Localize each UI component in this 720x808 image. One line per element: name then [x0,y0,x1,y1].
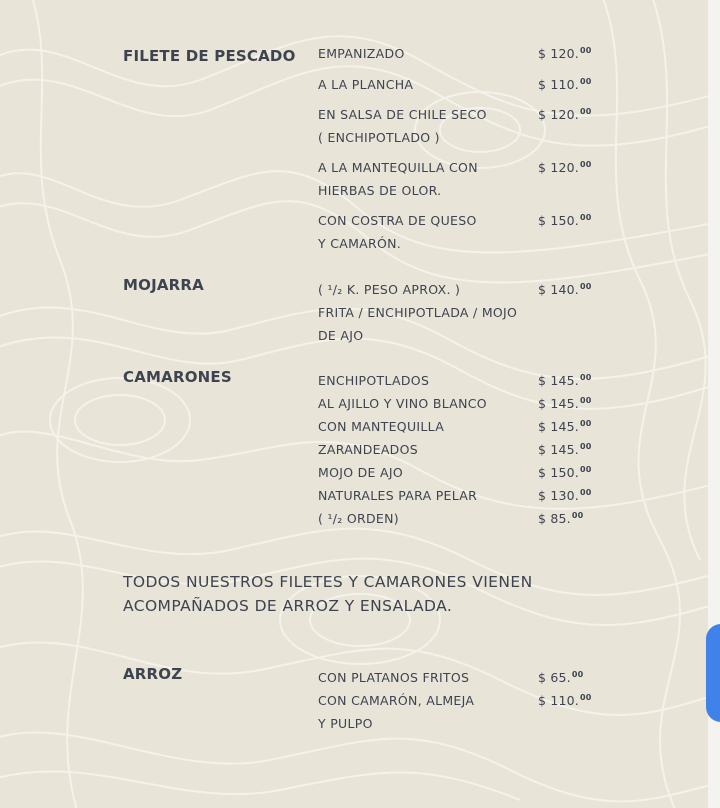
menu-item-ajillo: AL AJILLO Y VINO BLANCO [318,396,487,411]
menu-item-naturales: NATURALES PARA PELAR [318,488,478,503]
price-mojo-ajo: $ 150.00 [538,465,592,480]
menu-item-plancha: A LA PLANCHA [318,77,414,92]
section-title-camarones: CAMARONES [123,368,232,386]
menu-item-media-orden: ( ¹/₂ ORDEN) [318,511,399,526]
price-ajillo: $ 145.00 [538,396,592,411]
price-platanos: $ 65.00 [538,670,584,685]
price-camaron-almeja: $ 110.00 [538,693,592,708]
accompaniment-note: TODOS NUESTROS FILETES Y CAMARONES VIENEN ACOMPAÑADOS DE ARROZ Y ENSALADA. [123,573,533,615]
price-con-mantequilla: $ 145.00 [538,419,592,434]
price-mojarra: $ 140.00 [538,282,592,297]
menu-item-platanos: CON PLATANOS FRITOS [318,670,470,685]
menu-item-mojo-ajo: MOJO DE AJO [318,465,403,480]
price-media-orden: $ 85.00 [538,511,584,526]
section-title-arroz: ARROZ [123,665,183,683]
menu-item-con-mantequilla: CON MANTEQUILLA [318,419,445,434]
menu-item-enchipotlados: ENCHIPOTLADOS [318,373,430,388]
menu-item-chile-seco: EN SALSA DE CHILE SECO ( ENCHIPOTLADO ) [318,107,487,145]
price-zarandeados: $ 145.00 [538,442,592,457]
price-empanizado: $ 120.00 [538,46,592,61]
price-costra-queso: $ 150.00 [538,213,592,228]
menu-item-mantequilla: A LA MANTEQUILLA CON HIERBAS DE OLOR. [318,160,478,198]
scroll-handle[interactable] [706,624,720,722]
price-enchipotlados: $ 145.00 [538,373,592,388]
section-title-mojarra: MOJARRA [123,276,204,294]
price-chile-seco: $ 120.00 [538,107,592,122]
menu-item-camaron-almeja: CON CAMARÓN, ALMEJA Y PULPO [318,693,475,731]
price-plancha: $ 110.00 [538,77,592,92]
menu-item-empanizado: EMPANIZADO [318,46,405,61]
menu-item-mojarra: ( ¹/₂ K. PESO APROX. ) FRITA / ENCHIPOTLADA / MOJO DE AJO [318,282,518,343]
price-mantequilla: $ 120.00 [538,160,592,175]
price-naturales: $ 130.00 [538,488,592,503]
menu-item-zarandeados: ZARANDEADOS [318,442,418,457]
menu-item-costra-queso: CON COSTRA DE QUESO Y CAMARÓN. [318,213,477,251]
section-title-filete: FILETE DE PESCADO [123,47,296,65]
